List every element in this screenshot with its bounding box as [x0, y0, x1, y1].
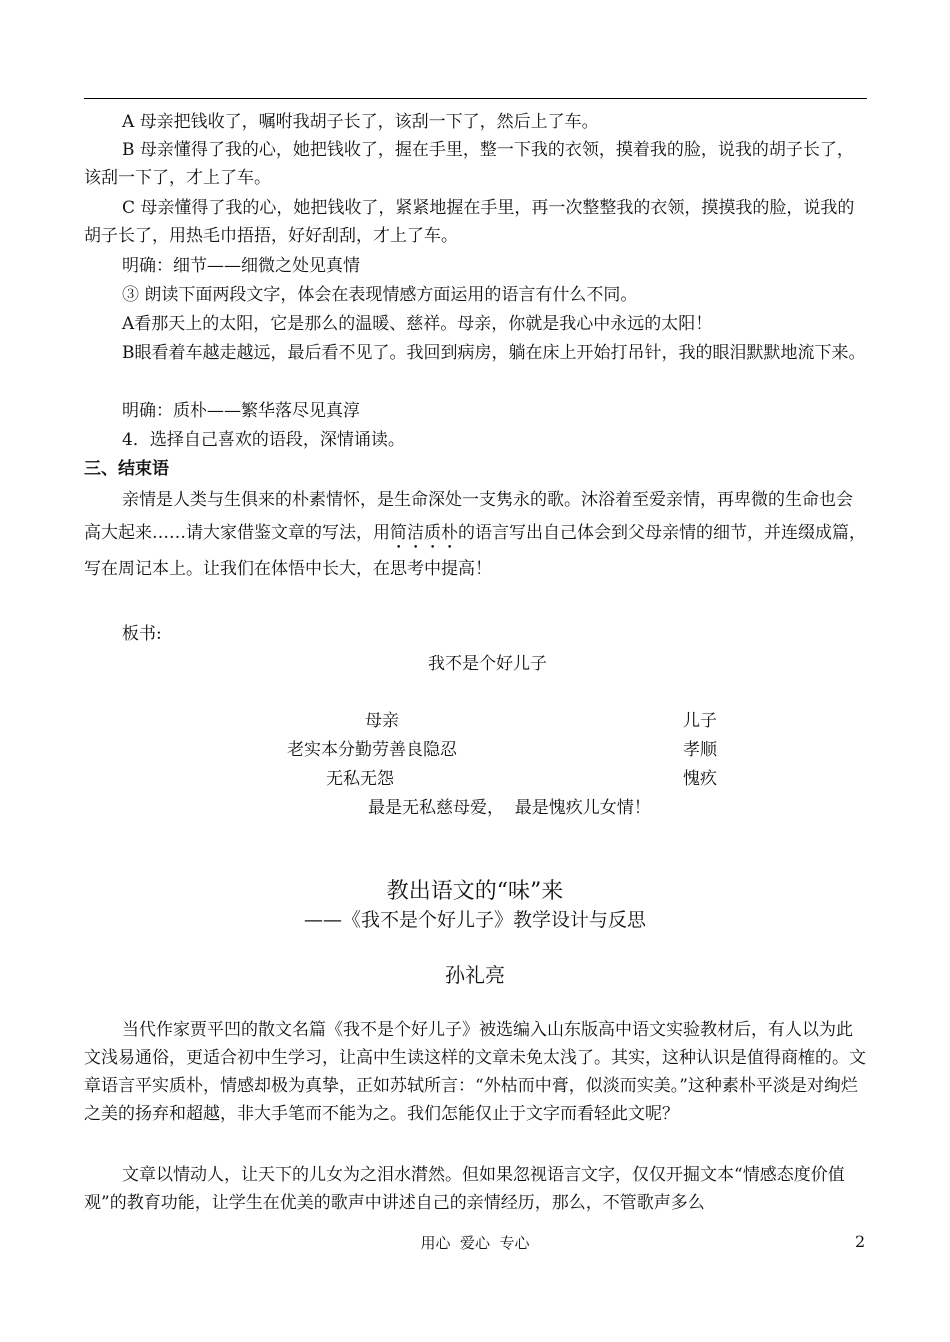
- board-summary: 最是无私慈母爱， 最是愧疚儿女情！: [368, 798, 651, 818]
- item-four: 4．选择自己喜欢的语段，深情诵读。: [122, 430, 405, 450]
- section-three-heading: 三、结束语: [84, 459, 169, 479]
- footer-motto: 用心 爱心 专心: [420, 1234, 530, 1252]
- clarification-detail: 明确：细节——细微之处见真情: [122, 256, 360, 276]
- closing-text-after: 的语言写出自己体会到父母亲情的细节，并连缀成篇，写在周记本上。让我们在体悟中长大，在思考中提高！: [84, 523, 866, 579]
- board-right-trait-1: 孝顺: [683, 740, 717, 760]
- text-b-paragraph: B眼看着车越走越远，最后看不见了。我回到病房，躺在床上开始打吊针，我的眼泪默默地流下来。: [122, 343, 866, 363]
- board-title: 我不是个好儿子: [428, 654, 547, 674]
- article-title: 教出语文的“味”来: [386, 879, 564, 904]
- board-label: 板书:: [122, 624, 162, 644]
- header-rule: [84, 98, 867, 99]
- closing-paragraph: [84, 484, 867, 586]
- emphasized-words: 简洁质朴: [390, 523, 458, 543]
- option-c-paragraph: C 母亲懂得了我的心，她把钱收了，紧紧地握在手里，再一次整整我的衣领，摸摸我的脸，说我的胡子长了，用热毛巾捂捂，好好刮刮，才上了车。: [84, 198, 855, 246]
- option-b-paragraph: B 母亲懂得了我的心，她把钱收了，握在手里，整一下我的衣领，摸着我的脸，说我的胡子长了，该刮一下了，才上了车。: [84, 140, 854, 188]
- option-a-line: A 母亲把钱收了，嘱咐我胡子长了，该刮一下了，然后上了车。: [122, 112, 599, 132]
- board-left-trait-2: 无私无怨: [326, 769, 394, 789]
- text-a-paragraph: A看那天上的太阳，它是那么的温暖、慈祥。母亲，你就是我心中永远的太阳！: [122, 314, 713, 334]
- board-left-heading: 母亲: [365, 711, 399, 731]
- clarification-plain: 明确：质朴——繁华落尽见真淳: [122, 401, 360, 421]
- board-left-traits: 老实本分勤劳善良隐忍: [287, 740, 457, 760]
- page-number: 2: [855, 1232, 866, 1251]
- article-author: 孙礼亮: [445, 963, 505, 987]
- board-right-trait-2: 愧疚: [683, 769, 717, 789]
- article-paragraph-1: 当代作家贾平凹的散文名篇《我不是个好儿子》被选编入山东版高中语文实验教材后，有人以为此文浅易通俗，更适合初中生学习，让高中生读这样的文章未免太浅了。其实，这种认识是值得商榷的。文章语言平实质朴，情感却极为真挚，正如苏轼所言：“外枯而中膏，似淡而实美。”这种素朴平淡是对绚烂之美的扬弃和超越，非大手笔而不能为之。我们怎能仅止于文字而看轻此文呢？: [84, 1020, 866, 1124]
- closing-text-before: 亲情是人类与生俱来的朴素情怀，是生命深处一支隽永的歌。沐浴着至爱亲情，再卑微的生命也会高大起来……请大家借鉴文章的写法，用: [84, 490, 853, 543]
- board-right-heading: 儿子: [683, 711, 717, 731]
- article-paragraph-2: 文章以情动人，让天下的儿女为之泪水潸然。但如果忽视语言文字，仅仅开掘文本“情感态度价值观”的教育功能，让学生在优美的歌声中讲述自己的亲情经历，那么，不管歌声多么: [84, 1165, 845, 1213]
- article-subtitle: ——《我不是个好儿子》教学设计与反思: [303, 909, 646, 931]
- question-three: ③ 朗读下面两段文字，体会在表现情感方面运用的语言有什么不同。: [122, 285, 638, 305]
